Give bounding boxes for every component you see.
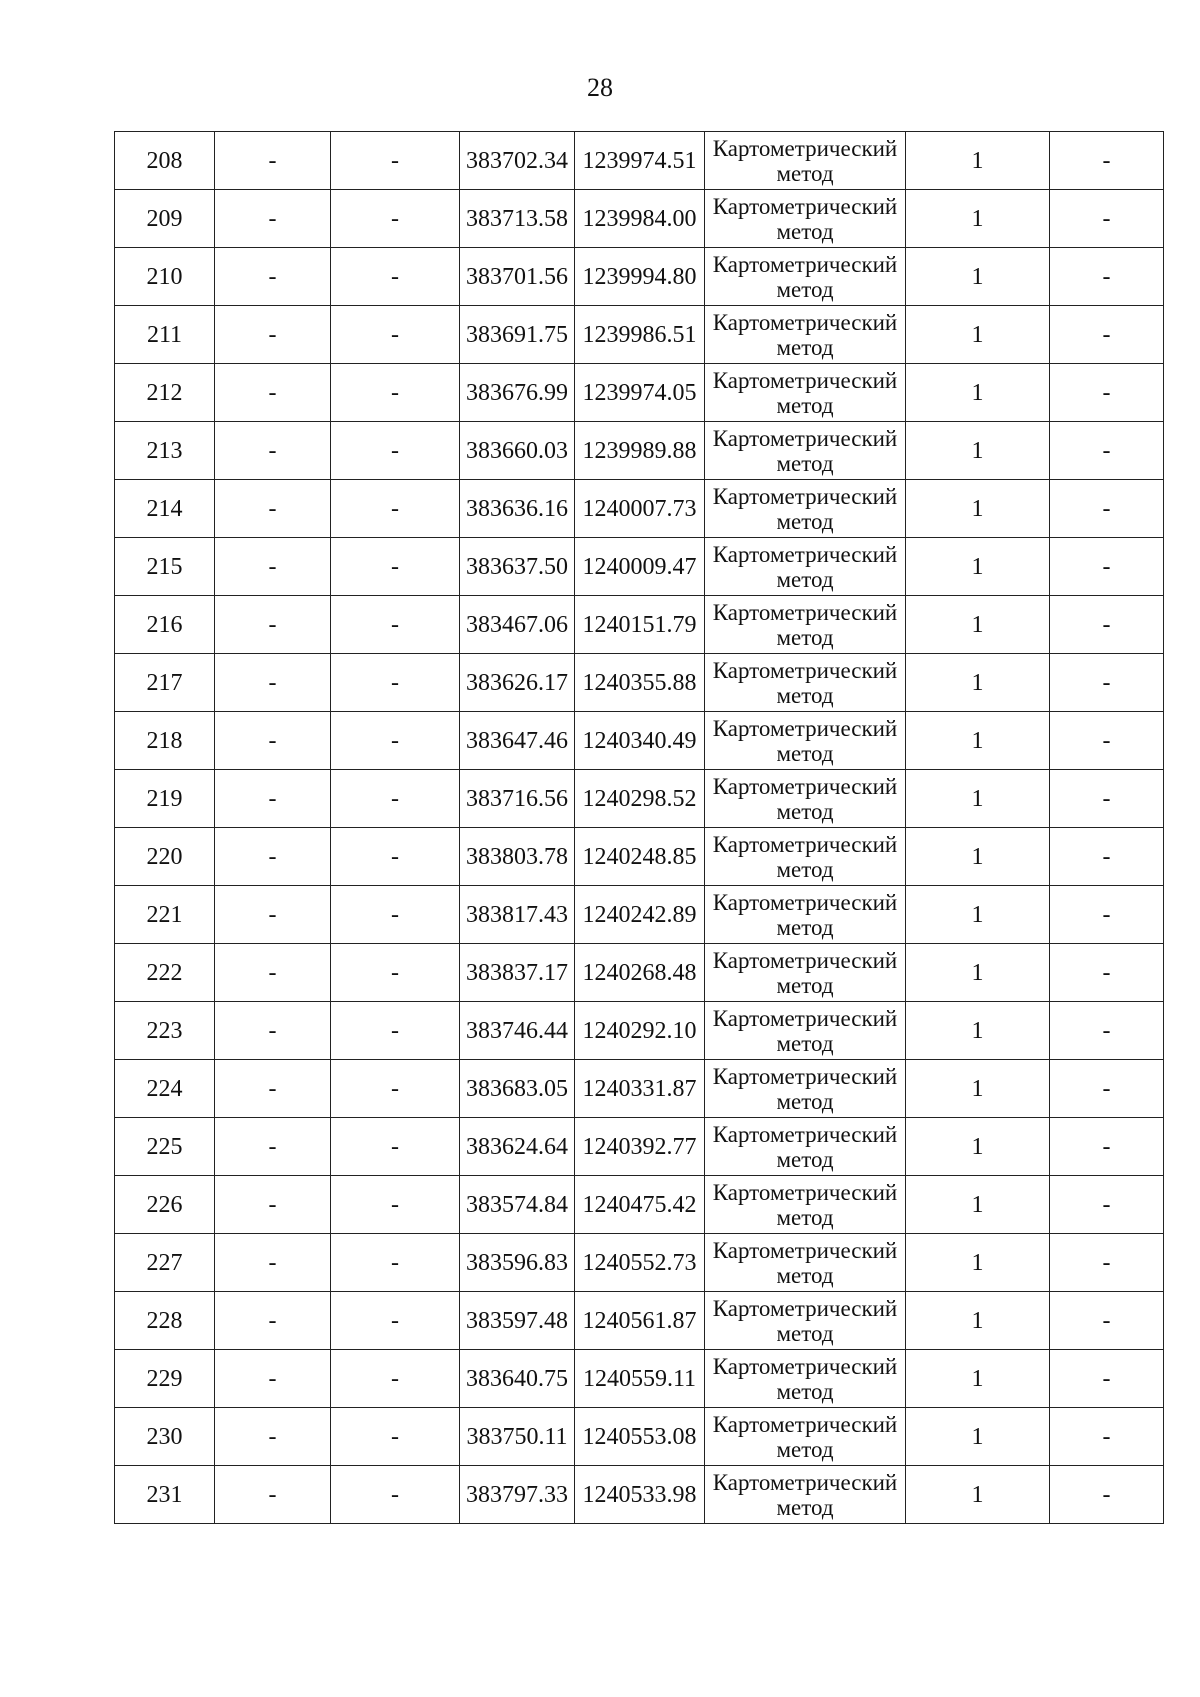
method-cell <box>705 248 906 306</box>
x-coordinate-cell: 383574.84 <box>460 1176 575 1234</box>
x-coordinate-cell: 383636.16 <box>460 480 575 538</box>
empty-dash-cell: - <box>1050 1466 1164 1524</box>
empty-dash-cell: - <box>331 770 460 828</box>
x-coordinate-cell: 383713.58 <box>460 190 575 248</box>
x-coordinate-cell: 383626.17 <box>460 654 575 712</box>
point-number-cell: 215 <box>115 538 215 596</box>
empty-dash-cell: - <box>331 190 460 248</box>
empty-dash-cell: - <box>215 306 331 364</box>
empty-dash-cell: - <box>215 1002 331 1060</box>
empty-dash-cell: - <box>331 248 460 306</box>
method-line-2: метод <box>776 334 834 360</box>
empty-dash-cell: - <box>331 1118 460 1176</box>
empty-dash-cell: - <box>1050 538 1164 596</box>
y-coordinate-cell: 1240248.85 <box>575 828 705 886</box>
y-coordinate-cell: 1240292.10 <box>575 1002 705 1060</box>
page-number: 28 <box>587 73 613 102</box>
point-number-cell: 211 <box>115 306 215 364</box>
method-line-2: метод <box>776 1320 834 1346</box>
empty-dash-cell: - <box>215 132 331 190</box>
table-row <box>115 190 1164 248</box>
x-coordinate-cell: 383797.33 <box>460 1466 575 1524</box>
method-line-1: Картометрический <box>712 1237 898 1263</box>
empty-dash-cell: - <box>331 1002 460 1060</box>
empty-dash-cell: - <box>1050 248 1164 306</box>
empty-dash-cell: - <box>1050 132 1164 190</box>
accuracy-cell: 1 <box>906 886 1050 944</box>
x-coordinate-cell: 383837.17 <box>460 944 575 1002</box>
empty-dash-cell: - <box>331 1234 460 1292</box>
table-row <box>115 306 1164 364</box>
accuracy-cell: 1 <box>906 1118 1050 1176</box>
accuracy-cell: 1 <box>906 306 1050 364</box>
table-row <box>115 132 1164 190</box>
method-cell <box>705 1118 906 1176</box>
method-line-1: Картометрический <box>712 1295 898 1321</box>
method-line-2: метод <box>776 160 834 186</box>
method-line-1: Картометрический <box>712 483 898 509</box>
empty-dash-cell: - <box>331 886 460 944</box>
coordinates-table <box>114 131 1164 1524</box>
method-line-2: метод <box>776 508 834 534</box>
empty-dash-cell: - <box>1050 1350 1164 1408</box>
empty-dash-cell: - <box>1050 828 1164 886</box>
x-coordinate-cell: 383750.11 <box>460 1408 575 1466</box>
y-coordinate-cell: 1240553.08 <box>575 1408 705 1466</box>
accuracy-cell: 1 <box>906 1234 1050 1292</box>
point-number-cell: 219 <box>115 770 215 828</box>
empty-dash-cell: - <box>215 248 331 306</box>
empty-dash-cell: - <box>215 538 331 596</box>
method-cell <box>705 1408 906 1466</box>
empty-dash-cell: - <box>331 654 460 712</box>
table-row <box>115 828 1164 886</box>
y-coordinate-cell: 1240340.49 <box>575 712 705 770</box>
y-coordinate-cell: 1240355.88 <box>575 654 705 712</box>
accuracy-cell: 1 <box>906 1350 1050 1408</box>
x-coordinate-cell: 383624.64 <box>460 1118 575 1176</box>
empty-dash-cell: - <box>215 654 331 712</box>
x-coordinate-cell: 383691.75 <box>460 306 575 364</box>
empty-dash-cell: - <box>215 190 331 248</box>
method-cell <box>705 944 906 1002</box>
y-coordinate-cell: 1239974.51 <box>575 132 705 190</box>
table-row <box>115 1176 1164 1234</box>
method-line-2: метод <box>776 1030 834 1056</box>
method-line-2: метод <box>776 972 834 998</box>
method-line-1: Картометрический <box>712 193 898 219</box>
empty-dash-cell: - <box>331 1408 460 1466</box>
table-row <box>115 1234 1164 1292</box>
point-number-cell: 210 <box>115 248 215 306</box>
method-line-2: метод <box>776 392 834 418</box>
accuracy-cell: 1 <box>906 712 1050 770</box>
y-coordinate-cell: 1239994.80 <box>575 248 705 306</box>
method-cell <box>705 538 906 596</box>
method-line-2: метод <box>776 682 834 708</box>
x-coordinate-cell: 383676.99 <box>460 364 575 422</box>
method-line-1: Картометрический <box>712 715 898 741</box>
point-number-cell: 217 <box>115 654 215 712</box>
empty-dash-cell: - <box>331 132 460 190</box>
point-number-cell: 224 <box>115 1060 215 1118</box>
y-coordinate-cell: 1240559.11 <box>575 1350 705 1408</box>
method-line-1: Картометрический <box>712 831 898 857</box>
y-coordinate-cell: 1239984.00 <box>575 190 705 248</box>
empty-dash-cell: - <box>1050 1176 1164 1234</box>
method-line-2: метод <box>776 218 834 244</box>
point-number-cell: 227 <box>115 1234 215 1292</box>
empty-dash-cell: - <box>215 1466 331 1524</box>
y-coordinate-cell: 1239974.05 <box>575 364 705 422</box>
table-row <box>115 1292 1164 1350</box>
point-number-cell: 231 <box>115 1466 215 1524</box>
method-line-1: Картометрический <box>712 889 898 915</box>
method-line-1: Картометрический <box>712 657 898 683</box>
accuracy-cell: 1 <box>906 1466 1050 1524</box>
table-row <box>115 712 1164 770</box>
accuracy-cell: 1 <box>906 132 1050 190</box>
method-cell <box>705 1234 906 1292</box>
accuracy-cell: 1 <box>906 1002 1050 1060</box>
y-coordinate-cell: 1240533.98 <box>575 1466 705 1524</box>
method-line-1: Картометрический <box>712 1179 898 1205</box>
accuracy-cell: 1 <box>906 538 1050 596</box>
method-line-2: метод <box>776 450 834 476</box>
empty-dash-cell: - <box>1050 596 1164 654</box>
empty-dash-cell: - <box>331 944 460 1002</box>
empty-dash-cell: - <box>1050 712 1164 770</box>
empty-dash-cell: - <box>331 828 460 886</box>
y-coordinate-cell: 1240475.42 <box>575 1176 705 1234</box>
empty-dash-cell: - <box>215 1118 331 1176</box>
empty-dash-cell: - <box>1050 1292 1164 1350</box>
table-row <box>115 886 1164 944</box>
method-line-2: метод <box>776 1378 834 1404</box>
point-number-cell: 218 <box>115 712 215 770</box>
x-coordinate-cell: 383701.56 <box>460 248 575 306</box>
x-coordinate-cell: 383660.03 <box>460 422 575 480</box>
empty-dash-cell: - <box>331 1350 460 1408</box>
y-coordinate-cell: 1240331.87 <box>575 1060 705 1118</box>
method-line-2: метод <box>776 1494 834 1520</box>
point-number-cell: 209 <box>115 190 215 248</box>
y-coordinate-cell: 1239989.88 <box>575 422 705 480</box>
empty-dash-cell: - <box>1050 1002 1164 1060</box>
method-line-2: метод <box>776 1088 834 1114</box>
method-line-2: метод <box>776 624 834 650</box>
method-cell <box>705 886 906 944</box>
method-cell <box>705 1060 906 1118</box>
method-cell <box>705 190 906 248</box>
empty-dash-cell: - <box>215 480 331 538</box>
method-line-2: метод <box>776 1204 834 1230</box>
table-row <box>115 770 1164 828</box>
x-coordinate-cell: 383716.56 <box>460 770 575 828</box>
table-row <box>115 1060 1164 1118</box>
accuracy-cell: 1 <box>906 190 1050 248</box>
x-coordinate-cell: 383817.43 <box>460 886 575 944</box>
empty-dash-cell: - <box>215 1176 331 1234</box>
table-row <box>115 480 1164 538</box>
point-number-cell: 223 <box>115 1002 215 1060</box>
y-coordinate-cell: 1240242.89 <box>575 886 705 944</box>
accuracy-cell: 1 <box>906 944 1050 1002</box>
method-line-1: Картометрический <box>712 773 898 799</box>
table-row <box>115 364 1164 422</box>
point-number-cell: 220 <box>115 828 215 886</box>
method-line-2: метод <box>776 1146 834 1172</box>
x-coordinate-cell: 383640.75 <box>460 1350 575 1408</box>
empty-dash-cell: - <box>215 886 331 944</box>
empty-dash-cell: - <box>1050 886 1164 944</box>
method-line-1: Картометрический <box>712 1411 898 1437</box>
accuracy-cell: 1 <box>906 480 1050 538</box>
y-coordinate-cell: 1240151.79 <box>575 596 705 654</box>
empty-dash-cell: - <box>215 828 331 886</box>
empty-dash-cell: - <box>331 364 460 422</box>
method-line-2: метод <box>776 566 834 592</box>
x-coordinate-cell: 383702.34 <box>460 132 575 190</box>
y-coordinate-cell: 1240298.52 <box>575 770 705 828</box>
empty-dash-cell: - <box>331 1176 460 1234</box>
method-line-2: метод <box>776 914 834 940</box>
x-coordinate-cell: 383467.06 <box>460 596 575 654</box>
empty-dash-cell: - <box>331 1060 460 1118</box>
accuracy-cell: 1 <box>906 1292 1050 1350</box>
point-number-cell: 230 <box>115 1408 215 1466</box>
empty-dash-cell: - <box>215 1234 331 1292</box>
empty-dash-cell: - <box>331 538 460 596</box>
empty-dash-cell: - <box>215 712 331 770</box>
empty-dash-cell: - <box>1050 944 1164 1002</box>
accuracy-cell: 1 <box>906 654 1050 712</box>
accuracy-cell: 1 <box>906 770 1050 828</box>
accuracy-cell: 1 <box>906 422 1050 480</box>
table-row <box>115 248 1164 306</box>
method-line-2: метод <box>776 740 834 766</box>
method-line-2: метод <box>776 856 834 882</box>
empty-dash-cell: - <box>215 944 331 1002</box>
empty-dash-cell: - <box>331 306 460 364</box>
table-row <box>115 1002 1164 1060</box>
method-line-2: метод <box>776 1436 834 1462</box>
empty-dash-cell: - <box>1050 770 1164 828</box>
method-cell <box>705 1350 906 1408</box>
table-row <box>115 538 1164 596</box>
empty-dash-cell: - <box>215 770 331 828</box>
point-number-cell: 212 <box>115 364 215 422</box>
accuracy-cell: 1 <box>906 1176 1050 1234</box>
method-cell <box>705 1176 906 1234</box>
empty-dash-cell: - <box>331 422 460 480</box>
empty-dash-cell: - <box>1050 1060 1164 1118</box>
method-cell <box>705 480 906 538</box>
y-coordinate-cell: 1240561.87 <box>575 1292 705 1350</box>
method-cell <box>705 422 906 480</box>
empty-dash-cell: - <box>1050 1118 1164 1176</box>
method-cell <box>705 132 906 190</box>
empty-dash-cell: - <box>215 1292 331 1350</box>
method-cell <box>705 306 906 364</box>
y-coordinate-cell: 1239986.51 <box>575 306 705 364</box>
method-cell <box>705 596 906 654</box>
method-line-1: Картометрический <box>712 1063 898 1089</box>
empty-dash-cell: - <box>1050 654 1164 712</box>
x-coordinate-cell: 383803.78 <box>460 828 575 886</box>
empty-dash-cell: - <box>215 1350 331 1408</box>
point-number-cell: 213 <box>115 422 215 480</box>
method-cell <box>705 770 906 828</box>
method-cell <box>705 712 906 770</box>
y-coordinate-cell: 1240268.48 <box>575 944 705 1002</box>
accuracy-cell: 1 <box>906 364 1050 422</box>
method-cell <box>705 654 906 712</box>
y-coordinate-cell: 1240392.77 <box>575 1118 705 1176</box>
method-line-1: Картометрический <box>712 367 898 393</box>
x-coordinate-cell: 383637.50 <box>460 538 575 596</box>
x-coordinate-cell: 383596.83 <box>460 1234 575 1292</box>
table-row <box>115 596 1164 654</box>
method-line-1: Картометрический <box>712 1121 898 1147</box>
table-row <box>115 1350 1164 1408</box>
empty-dash-cell: - <box>215 596 331 654</box>
y-coordinate-cell: 1240552.73 <box>575 1234 705 1292</box>
table-row <box>115 1408 1164 1466</box>
y-coordinate-cell: 1240007.73 <box>575 480 705 538</box>
method-line-1: Картометрический <box>712 135 898 161</box>
method-line-2: метод <box>776 1262 834 1288</box>
x-coordinate-cell: 383597.48 <box>460 1292 575 1350</box>
empty-dash-cell: - <box>215 422 331 480</box>
empty-dash-cell: - <box>215 364 331 422</box>
method-line-1: Картометрический <box>712 599 898 625</box>
x-coordinate-cell: 383683.05 <box>460 1060 575 1118</box>
accuracy-cell: 1 <box>906 1408 1050 1466</box>
empty-dash-cell: - <box>331 1292 460 1350</box>
method-line-1: Картометрический <box>712 1005 898 1031</box>
method-line-2: метод <box>776 276 834 302</box>
empty-dash-cell: - <box>215 1060 331 1118</box>
empty-dash-cell: - <box>215 1408 331 1466</box>
table-row <box>115 422 1164 480</box>
table-body <box>115 132 1164 1524</box>
point-number-cell: 208 <box>115 132 215 190</box>
method-line-1: Картометрический <box>712 1353 898 1379</box>
table-row <box>115 1118 1164 1176</box>
point-number-cell: 225 <box>115 1118 215 1176</box>
empty-dash-cell: - <box>1050 1234 1164 1292</box>
method-line-2: метод <box>776 798 834 824</box>
point-number-cell: 216 <box>115 596 215 654</box>
accuracy-cell: 1 <box>906 828 1050 886</box>
table-row <box>115 1466 1164 1524</box>
accuracy-cell: 1 <box>906 1060 1050 1118</box>
method-line-1: Картометрический <box>712 251 898 277</box>
x-coordinate-cell: 383746.44 <box>460 1002 575 1060</box>
accuracy-cell: 1 <box>906 596 1050 654</box>
point-number-cell: 229 <box>115 1350 215 1408</box>
empty-dash-cell: - <box>331 596 460 654</box>
point-number-cell: 228 <box>115 1292 215 1350</box>
empty-dash-cell: - <box>1050 422 1164 480</box>
point-number-cell: 221 <box>115 886 215 944</box>
method-cell <box>705 1292 906 1350</box>
y-coordinate-cell: 1240009.47 <box>575 538 705 596</box>
empty-dash-cell: - <box>331 480 460 538</box>
empty-dash-cell: - <box>1050 190 1164 248</box>
accuracy-cell: 1 <box>906 248 1050 306</box>
method-cell <box>705 1002 906 1060</box>
table-row <box>115 654 1164 712</box>
point-number-cell: 222 <box>115 944 215 1002</box>
point-number-cell: 226 <box>115 1176 215 1234</box>
method-line-1: Картометрический <box>712 309 898 335</box>
empty-dash-cell: - <box>1050 364 1164 422</box>
table-row <box>115 944 1164 1002</box>
empty-dash-cell: - <box>1050 1408 1164 1466</box>
empty-dash-cell: - <box>331 712 460 770</box>
method-line-1: Картометрический <box>712 541 898 567</box>
empty-dash-cell: - <box>1050 480 1164 538</box>
method-line-1: Картометрический <box>712 1469 898 1495</box>
method-line-1: Картометрический <box>712 425 898 451</box>
method-cell <box>705 364 906 422</box>
empty-dash-cell: - <box>331 1466 460 1524</box>
method-cell <box>705 828 906 886</box>
empty-dash-cell: - <box>1050 306 1164 364</box>
method-line-1: Картометрический <box>712 947 898 973</box>
method-cell <box>705 1466 906 1524</box>
point-number-cell: 214 <box>115 480 215 538</box>
x-coordinate-cell: 383647.46 <box>460 712 575 770</box>
